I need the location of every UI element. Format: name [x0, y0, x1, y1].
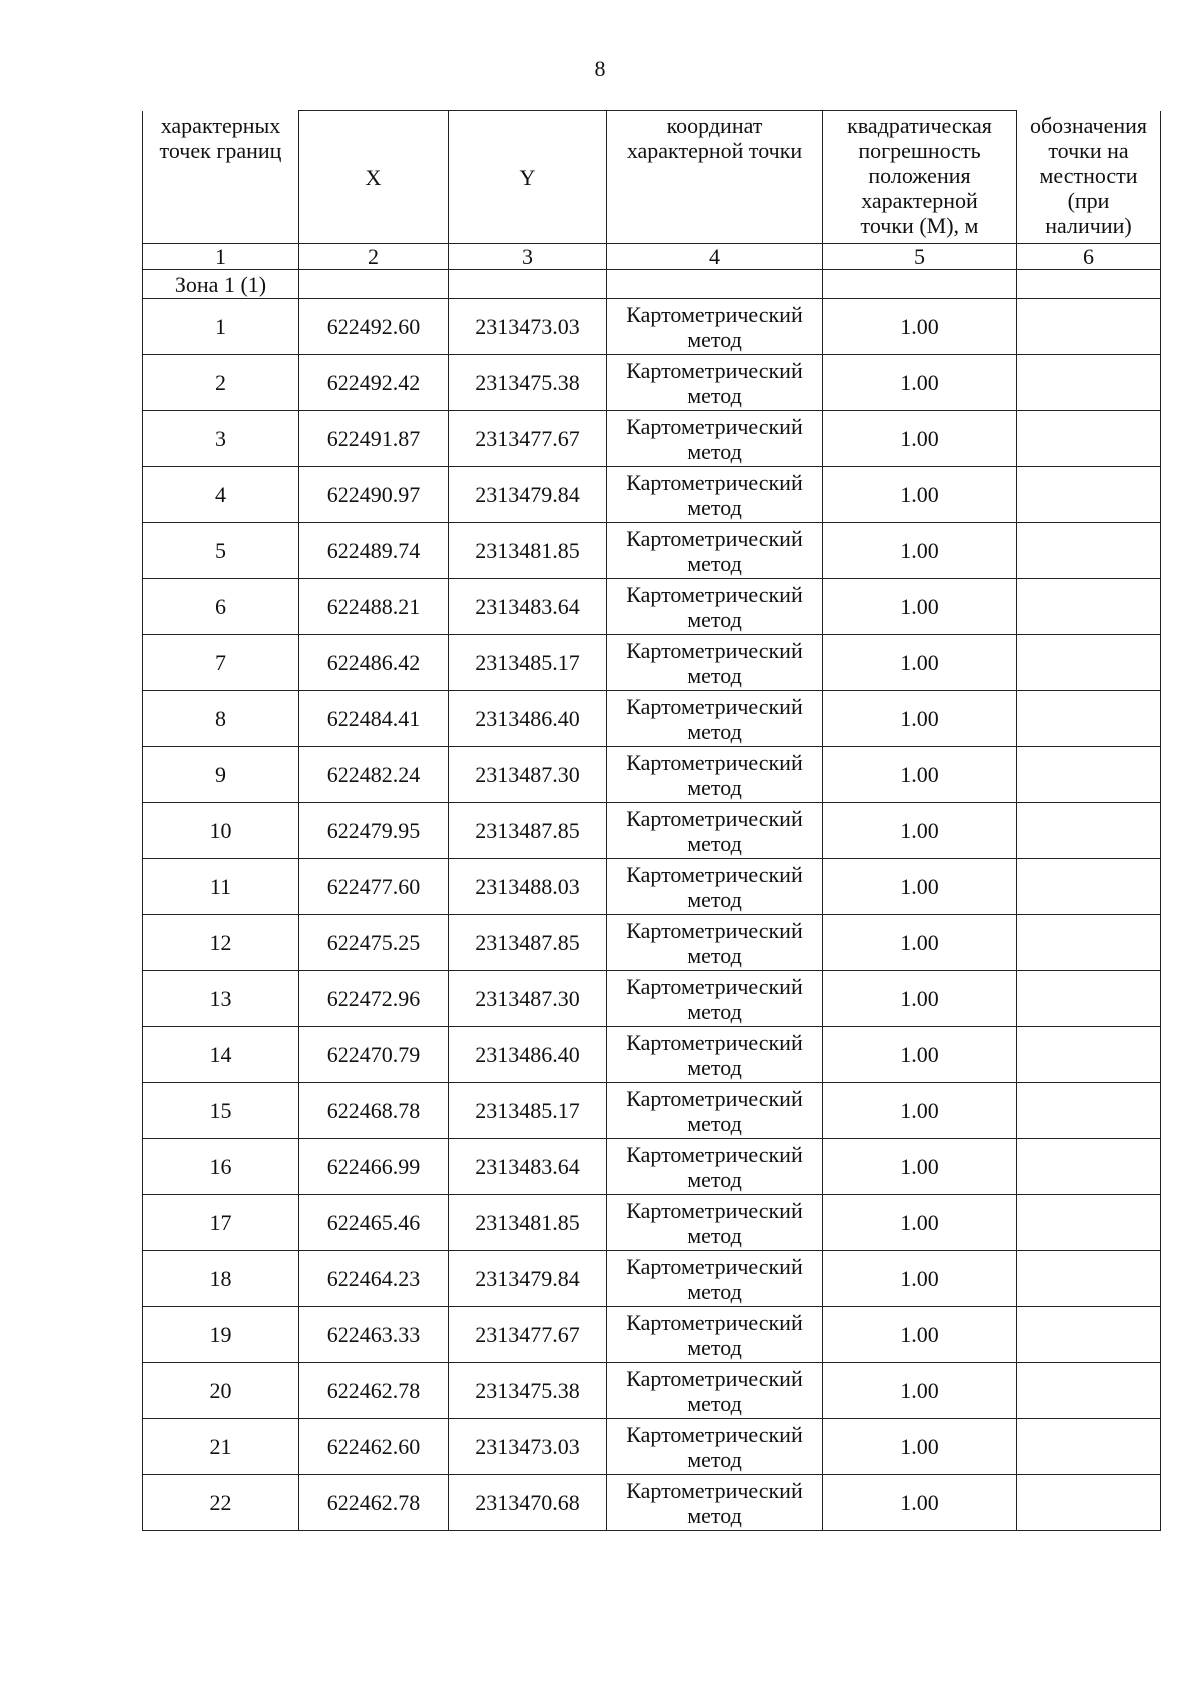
table-row — [143, 1251, 1161, 1307]
page-number: 8 — [594, 56, 606, 81]
accuracy-cell: 1.00 — [823, 467, 1017, 523]
marker-cell — [1017, 803, 1161, 859]
method-line: метод — [687, 662, 742, 688]
method-line: метод — [687, 1110, 742, 1136]
method-cell — [607, 635, 823, 691]
y-coordinate-cell: 2313487.85 — [449, 915, 607, 971]
method-cell — [607, 1419, 823, 1475]
accuracy-cell: 1.00 — [823, 1475, 1017, 1531]
y-coordinate-cell: 2313475.38 — [449, 1363, 607, 1419]
table-row — [143, 467, 1161, 523]
method-line: метод — [687, 1222, 742, 1248]
y-coordinate-cell: 2313481.85 — [449, 523, 607, 579]
empty-cell — [823, 270, 1017, 299]
table-row — [143, 1083, 1161, 1139]
point-number-cell: 11 — [143, 859, 299, 915]
marker-cell — [1017, 1083, 1161, 1139]
method-line: Картометрический — [626, 1197, 803, 1223]
header-marker-line: местности — [1039, 162, 1138, 188]
header-marker — [1017, 111, 1161, 244]
marker-cell — [1017, 411, 1161, 467]
table-row — [143, 1475, 1161, 1531]
method-cell — [607, 971, 823, 1027]
method-line: Картометрический — [626, 1141, 803, 1167]
method-line: Картометрический — [626, 1029, 803, 1055]
table-row — [143, 1419, 1161, 1475]
x-coordinate-cell: 622462.78 — [299, 1363, 449, 1419]
column-number: 5 — [823, 244, 1017, 270]
method-cell — [607, 1027, 823, 1083]
empty-cell — [607, 270, 823, 299]
accuracy-cell: 1.00 — [823, 355, 1017, 411]
x-coordinate-cell: 622484.41 — [299, 691, 449, 747]
accuracy-cell: 1.00 — [823, 523, 1017, 579]
method-line: Картометрический — [626, 805, 803, 831]
x-coordinate-cell: 622468.78 — [299, 1083, 449, 1139]
y-coordinate-cell: 2313485.17 — [449, 1083, 607, 1139]
y-coordinate-cell: 2313486.40 — [449, 1027, 607, 1083]
method-line: метод — [687, 1502, 742, 1528]
table-row — [143, 299, 1161, 355]
table-row — [143, 1363, 1161, 1419]
y-coordinate-cell: 2313475.38 — [449, 355, 607, 411]
method-cell — [607, 1307, 823, 1363]
header-x: X — [299, 111, 449, 244]
method-line: метод — [687, 606, 742, 632]
x-coordinate-cell: 622492.60 — [299, 299, 449, 355]
accuracy-cell: 1.00 — [823, 747, 1017, 803]
method-line: Картометрический — [626, 973, 803, 999]
method-cell — [607, 579, 823, 635]
header-accuracy-line: характерной — [861, 188, 978, 213]
accuracy-cell: 1.00 — [823, 1307, 1017, 1363]
y-coordinate-cell: 2313487.85 — [449, 803, 607, 859]
marker-cell — [1017, 1419, 1161, 1475]
method-cell — [607, 1363, 823, 1419]
header-method-line: координат — [666, 113, 763, 138]
method-line: метод — [687, 438, 742, 464]
table-row — [143, 859, 1161, 915]
header-accuracy-line: квадратическая — [847, 113, 992, 138]
y-coordinate-cell: 2313481.85 — [449, 1195, 607, 1251]
y-coordinate-cell: 2313473.03 — [449, 299, 607, 355]
y-coordinate-cell: 2313477.67 — [449, 411, 607, 467]
marker-cell — [1017, 579, 1161, 635]
method-cell — [607, 1195, 823, 1251]
point-number-cell: 8 — [143, 691, 299, 747]
header-point-id — [143, 111, 299, 244]
marker-cell — [1017, 523, 1161, 579]
accuracy-cell: 1.00 — [823, 1083, 1017, 1139]
table-row — [143, 1027, 1161, 1083]
method-cell — [607, 299, 823, 355]
method-line: Картометрический — [626, 469, 803, 495]
point-number-cell: 21 — [143, 1419, 299, 1475]
point-number-cell: 13 — [143, 971, 299, 1027]
header-method — [607, 111, 823, 244]
accuracy-cell: 1.00 — [823, 1195, 1017, 1251]
x-coordinate-cell: 622491.87 — [299, 411, 449, 467]
point-number-cell: 22 — [143, 1475, 299, 1531]
y-coordinate-cell: 2313473.03 — [449, 1419, 607, 1475]
method-line: Картометрический — [626, 693, 803, 719]
method-cell — [607, 1139, 823, 1195]
method-line: Картометрический — [626, 861, 803, 887]
x-coordinate-cell: 622470.79 — [299, 1027, 449, 1083]
marker-cell — [1017, 747, 1161, 803]
method-line: Картометрический — [626, 1477, 803, 1503]
method-line: метод — [687, 774, 742, 800]
method-line: Картометрический — [626, 1365, 803, 1391]
method-line: метод — [687, 550, 742, 576]
table-row — [143, 1139, 1161, 1195]
point-number-cell: 17 — [143, 1195, 299, 1251]
empty-cell — [1017, 270, 1161, 299]
point-number-cell: 1 — [143, 299, 299, 355]
table-row — [143, 1307, 1161, 1363]
accuracy-cell: 1.00 — [823, 1251, 1017, 1307]
table-row — [143, 635, 1161, 691]
point-number-cell: 9 — [143, 747, 299, 803]
marker-cell — [1017, 1195, 1161, 1251]
header-marker-line: наличии) — [1045, 212, 1132, 238]
header-accuracy — [823, 111, 1017, 244]
method-line: Картометрический — [626, 917, 803, 943]
accuracy-cell: 1.00 — [823, 971, 1017, 1027]
y-coordinate-cell: 2313470.68 — [449, 1475, 607, 1531]
method-line: Картометрический — [626, 581, 803, 607]
marker-cell — [1017, 1307, 1161, 1363]
x-coordinate-cell: 622463.33 — [299, 1307, 449, 1363]
x-coordinate-cell: 622490.97 — [299, 467, 449, 523]
table-row — [143, 747, 1161, 803]
table-row — [143, 803, 1161, 859]
table-row — [143, 691, 1161, 747]
y-coordinate-cell: 2313486.40 — [449, 691, 607, 747]
x-coordinate-cell: 622477.60 — [299, 859, 449, 915]
marker-cell — [1017, 467, 1161, 523]
method-cell — [607, 1083, 823, 1139]
column-number: 4 — [607, 244, 823, 270]
point-number-cell: 10 — [143, 803, 299, 859]
x-coordinate-cell: 622462.60 — [299, 1419, 449, 1475]
marker-cell — [1017, 1027, 1161, 1083]
accuracy-cell: 1.00 — [823, 1363, 1017, 1419]
method-cell — [607, 747, 823, 803]
marker-cell — [1017, 691, 1161, 747]
method-line: метод — [687, 326, 742, 352]
point-number-cell: 7 — [143, 635, 299, 691]
accuracy-cell: 1.00 — [823, 691, 1017, 747]
method-cell — [607, 355, 823, 411]
accuracy-cell: 1.00 — [823, 411, 1017, 467]
zone-row — [143, 270, 1161, 299]
header-marker-line: точки на — [1048, 137, 1129, 163]
method-line: Картометрический — [626, 357, 803, 383]
method-cell — [607, 523, 823, 579]
y-coordinate-cell: 2313483.64 — [449, 579, 607, 635]
header-marker-line: обозначения — [1029, 112, 1148, 138]
method-line: метод — [687, 382, 742, 408]
header-accuracy-line: положения — [868, 163, 971, 188]
x-coordinate-cell: 622466.99 — [299, 1139, 449, 1195]
header-marker-line: (при — [1067, 187, 1110, 213]
point-number-cell: 15 — [143, 1083, 299, 1139]
method-line: метод — [687, 830, 742, 856]
y-coordinate-cell: 2313477.67 — [449, 1307, 607, 1363]
point-number-cell: 2 — [143, 355, 299, 411]
point-number-cell: 6 — [143, 579, 299, 635]
header-accuracy-line: точки (М), м — [860, 213, 979, 238]
zone-label: Зона 1 (1) — [143, 270, 299, 299]
table-row — [143, 1195, 1161, 1251]
method-line: Картометрический — [626, 413, 803, 439]
accuracy-cell: 1.00 — [823, 915, 1017, 971]
marker-cell — [1017, 915, 1161, 971]
method-cell — [607, 915, 823, 971]
method-line: метод — [687, 718, 742, 744]
table-row — [143, 971, 1161, 1027]
accuracy-cell: 1.00 — [823, 1139, 1017, 1195]
y-coordinate-cell: 2313479.84 — [449, 1251, 607, 1307]
marker-cell — [1017, 1363, 1161, 1419]
y-coordinate-cell: 2313483.64 — [449, 1139, 607, 1195]
table-row — [143, 579, 1161, 635]
point-number-cell: 16 — [143, 1139, 299, 1195]
marker-cell — [1017, 299, 1161, 355]
method-line: Картометрический — [626, 1085, 803, 1111]
accuracy-cell: 1.00 — [823, 803, 1017, 859]
x-coordinate-cell: 622488.21 — [299, 579, 449, 635]
method-line: Картометрический — [626, 525, 803, 551]
header-point-id-line: характерных — [160, 112, 281, 138]
marker-cell — [1017, 859, 1161, 915]
point-number-cell: 20 — [143, 1363, 299, 1419]
y-coordinate-cell: 2313487.30 — [449, 747, 607, 803]
x-coordinate-cell: 622486.42 — [299, 635, 449, 691]
method-line: метод — [687, 886, 742, 912]
accuracy-cell: 1.00 — [823, 635, 1017, 691]
method-line: метод — [687, 1334, 742, 1360]
table-row — [143, 411, 1161, 467]
method-line: метод — [687, 1278, 742, 1304]
point-number-cell: 4 — [143, 467, 299, 523]
y-coordinate-cell: 2313488.03 — [449, 859, 607, 915]
accuracy-cell: 1.00 — [823, 1419, 1017, 1475]
marker-cell — [1017, 635, 1161, 691]
table-row — [143, 355, 1161, 411]
table-row — [143, 915, 1161, 971]
method-cell — [607, 1475, 823, 1531]
method-cell — [607, 691, 823, 747]
header-point-id-line: точек границ — [159, 137, 282, 163]
method-cell — [607, 859, 823, 915]
method-line: метод — [687, 1166, 742, 1192]
marker-cell — [1017, 1139, 1161, 1195]
method-line: Картометрический — [626, 1309, 803, 1335]
empty-cell — [449, 270, 607, 299]
method-line: Картометрический — [626, 1421, 803, 1447]
point-number-cell: 19 — [143, 1307, 299, 1363]
column-number: 6 — [1017, 244, 1161, 270]
empty-cell — [299, 270, 449, 299]
x-coordinate-cell: 622479.95 — [299, 803, 449, 859]
x-coordinate-cell: 622492.42 — [299, 355, 449, 411]
column-number: 3 — [449, 244, 607, 270]
x-coordinate-cell: 622465.46 — [299, 1195, 449, 1251]
method-cell — [607, 803, 823, 859]
y-coordinate-cell: 2313487.30 — [449, 971, 607, 1027]
point-number-cell: 3 — [143, 411, 299, 467]
method-line: Картометрический — [626, 1253, 803, 1279]
x-coordinate-cell: 622462.78 — [299, 1475, 449, 1531]
marker-cell — [1017, 1475, 1161, 1531]
header-y: Y — [449, 111, 607, 244]
column-number: 1 — [143, 244, 299, 270]
accuracy-cell: 1.00 — [823, 1027, 1017, 1083]
x-coordinate-cell: 622464.23 — [299, 1251, 449, 1307]
method-line: метод — [687, 494, 742, 520]
method-line: метод — [687, 1054, 742, 1080]
table-header-row — [143, 111, 1161, 244]
method-cell — [607, 467, 823, 523]
method-cell — [607, 411, 823, 467]
y-coordinate-cell: 2313485.17 — [449, 635, 607, 691]
method-line: Картометрический — [626, 637, 803, 663]
method-line: метод — [687, 1446, 742, 1472]
x-coordinate-cell: 622482.24 — [299, 747, 449, 803]
marker-cell — [1017, 971, 1161, 1027]
method-line: метод — [687, 998, 742, 1024]
point-number-cell: 18 — [143, 1251, 299, 1307]
marker-cell — [1017, 355, 1161, 411]
x-coordinate-cell: 622489.74 — [299, 523, 449, 579]
method-line: Картометрический — [626, 301, 803, 327]
point-number-cell: 14 — [143, 1027, 299, 1083]
x-coordinate-cell: 622472.96 — [299, 971, 449, 1027]
point-number-cell: 5 — [143, 523, 299, 579]
coordinates-table — [142, 110, 1161, 1531]
column-numbers-row — [143, 244, 1161, 270]
accuracy-cell: 1.00 — [823, 299, 1017, 355]
accuracy-cell: 1.00 — [823, 859, 1017, 915]
point-number-cell: 12 — [143, 915, 299, 971]
x-coordinate-cell: 622475.25 — [299, 915, 449, 971]
method-line: метод — [687, 942, 742, 968]
accuracy-cell: 1.00 — [823, 579, 1017, 635]
method-cell — [607, 1251, 823, 1307]
table-row — [143, 523, 1161, 579]
method-line: Картометрический — [626, 749, 803, 775]
y-coordinate-cell: 2313479.84 — [449, 467, 607, 523]
column-number: 2 — [299, 244, 449, 270]
method-line: метод — [687, 1390, 742, 1416]
header-method-line: характерной точки — [626, 138, 803, 163]
marker-cell — [1017, 1251, 1161, 1307]
header-accuracy-line: погрешность — [858, 138, 981, 163]
